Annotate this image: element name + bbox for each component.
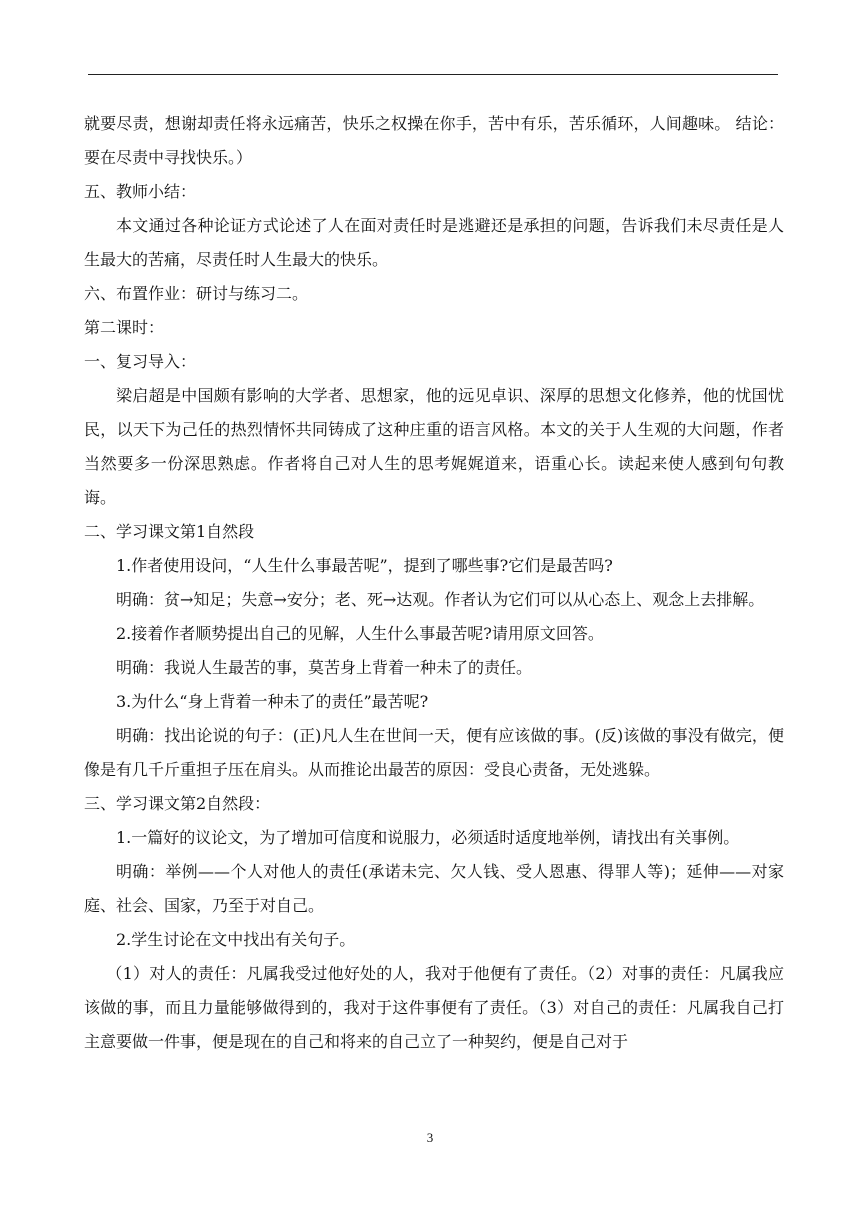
answer-5: （1）对人的责任：凡属我受过他好处的人，我对于他便有了责任。（2）对事的责任：凡属我应该做的事，而且力量能够做得到的，我对于这件事便有了责任。（3）对自己的责任：凡属我自己打主意要做一件事，便是现在的自己和将来的自己立了一种契约，便是自己对于 bbox=[84, 964, 784, 1051]
question-2: 2.接着作者顺势提出自己的见解，人生什么事最苦呢?请用原文回答。 bbox=[116, 624, 604, 643]
answer-2: 明确：我说人生最苦的事，莫苦身上背着一种未了的责任。 bbox=[116, 658, 533, 677]
question-4: 1.一篇好的议论文，为了增加可信度和说服力，必须适时适度地举例，请找出有关事例。 bbox=[116, 828, 740, 847]
header-rule bbox=[88, 74, 778, 75]
paragraph-review-intro: 梁启超是中国颇有影响的大学者、思想家，他的远见卓识、深厚的思想文化修养，他的忧国忧民，以天下为己任的热烈情怀共同铸成了这种庄重的语言风格。本文的关于人生观的大问题，作者当然要多一份深思熟虑。作者将自己对人生的思考娓娓道来，语重心长。读起来使人感到句句教诲。 bbox=[84, 386, 784, 507]
section-heading-paragraph-2: 三、学习课文第2自然段： bbox=[84, 794, 271, 813]
answer-3: 明确：找出论说的句子：(正)凡人生在世间一天，便有应该做的事。(反)该做的事没有做完，便像是有几千斤重担子压在肩头。从而推论出最苦的原因：受良心责备，无处逃躲。 bbox=[84, 726, 784, 779]
paragraph-continuation: 就要尽责，想谢却责任将永远痛苦，快乐之权操在你手，苦中有乐，苦乐循环，人间趣味。 结论：要在尽责中寻找快乐。） bbox=[84, 114, 784, 167]
question-3: 3.为什么“身上背着一种未了的责任”最苦呢? bbox=[116, 692, 429, 711]
section-heading-homework: 六、布置作业：研讨与练习二。 bbox=[84, 284, 309, 303]
section-heading-paragraph-1: 二、学习课文第1自然段 bbox=[84, 522, 255, 541]
paragraph-summary: 本文通过各种论证方式论述了人在面对责任时是逃避还是承担的问题，告诉我们未尽责任是人生最大的苦痛，尽责任时人生最大的快乐。 bbox=[84, 216, 784, 269]
document-body bbox=[84, 107, 784, 1059]
question-5: 2.学生讨论在文中找出有关句子。 bbox=[116, 930, 356, 949]
lesson-heading-second-period: 第二课时： bbox=[84, 318, 165, 337]
question-1: 1.作者使用设问，“人生什么事最苦呢”，提到了哪些事?它们是最苦吗? bbox=[116, 556, 613, 575]
section-heading-review: 一、复习导入： bbox=[84, 352, 197, 371]
section-heading-teacher-summary: 五、教师小结： bbox=[84, 182, 197, 201]
answer-1: 明确：贫→知足；失意→安分；老、死→达观。作者认为它们可以从心态上、观念上去排解。 bbox=[116, 590, 765, 609]
answer-4: 明确：举例——个人对他人的责任(承诺未完、欠人钱、受人恩惠、得罪人等)；延伸——对家庭、社会、国家，乃至于对自己。 bbox=[84, 862, 784, 915]
page-number: 3 bbox=[426, 1130, 434, 1145]
